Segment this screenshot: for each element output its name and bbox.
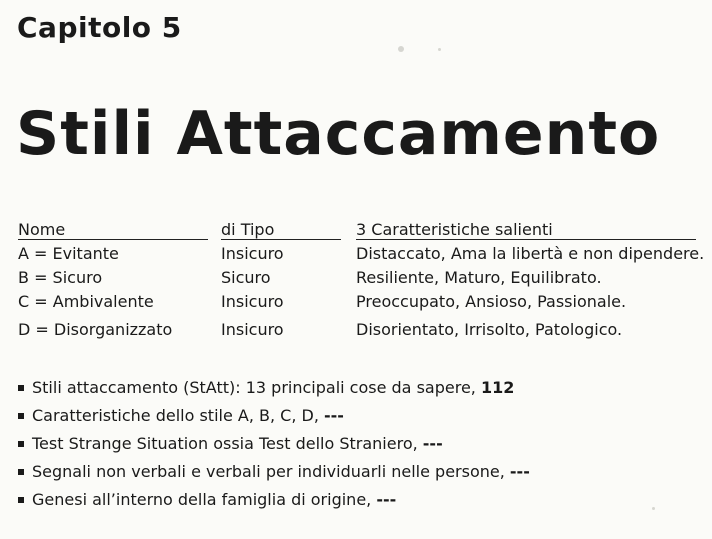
bullet-square-icon (18, 497, 24, 503)
list-item-page: --- (509, 462, 530, 481)
list-item-page: --- (422, 434, 443, 453)
style-traits: Distaccato, Ama la libertà e non dipendere. (356, 244, 705, 263)
table-header-row (18, 220, 708, 242)
style-type: Insicuro (221, 244, 284, 263)
bullet-square-icon (18, 469, 24, 475)
header-type: di Tipo (221, 220, 275, 239)
header-name: Nome (18, 220, 66, 239)
header-underline (221, 239, 341, 240)
style-name: C = Ambivalente (18, 292, 154, 311)
style-name: B = Sicuro (18, 268, 103, 287)
list-item-page: --- (324, 406, 344, 425)
table-row (18, 266, 708, 290)
style-type: Insicuro (221, 320, 284, 339)
page-title: Stili Attaccamento (16, 99, 661, 169)
style-traits: Preoccupato, Ansioso, Passionale. (356, 292, 627, 311)
list-item-text: Test Strange Situation ossia Test dello Straniero, (32, 434, 423, 453)
style-name: D = Disorganizzato (18, 320, 173, 339)
list-item-text: Stili attaccamento (StAtt): 13 principali cose da sapere, (32, 378, 481, 397)
list-item-text: Caratteristiche dello stile A, B, C, D, (32, 406, 324, 425)
bullet-square-icon (18, 385, 24, 391)
style-name: A = Evitante (18, 244, 119, 263)
list-item-page: --- (376, 490, 397, 509)
topics-list (18, 374, 708, 514)
header-traits: 3 Caratteristiche salienti (356, 220, 553, 239)
list-item (18, 402, 708, 430)
style-type: Sicuro (221, 268, 271, 287)
table-row (18, 318, 708, 342)
table-row (18, 242, 708, 266)
bullet-square-icon (18, 441, 24, 447)
header-underline (18, 239, 208, 240)
list-item-text: Genesi all’interno della famiglia di origine, (32, 490, 377, 509)
list-item (18, 374, 708, 402)
list-item-text: Segnali non verbali e verbali per individuarli nelle persone, (32, 462, 510, 481)
style-traits: Disorientato, Irrisolto, Patologico. (356, 320, 623, 339)
scan-speck (398, 46, 404, 52)
header-underline (356, 239, 696, 240)
chapter-heading: Capitolo 5 (17, 11, 182, 44)
table-row (18, 290, 708, 314)
attachment-styles-table (18, 220, 708, 342)
bullet-square-icon (18, 413, 24, 419)
list-item (18, 430, 708, 458)
list-item (18, 458, 708, 486)
style-traits: Resiliente, Maturo, Equilibrato. (356, 268, 602, 287)
list-item-page: 112 (480, 378, 515, 397)
list-item (18, 486, 708, 514)
style-type: Insicuro (221, 292, 284, 311)
scan-speck (438, 48, 441, 51)
